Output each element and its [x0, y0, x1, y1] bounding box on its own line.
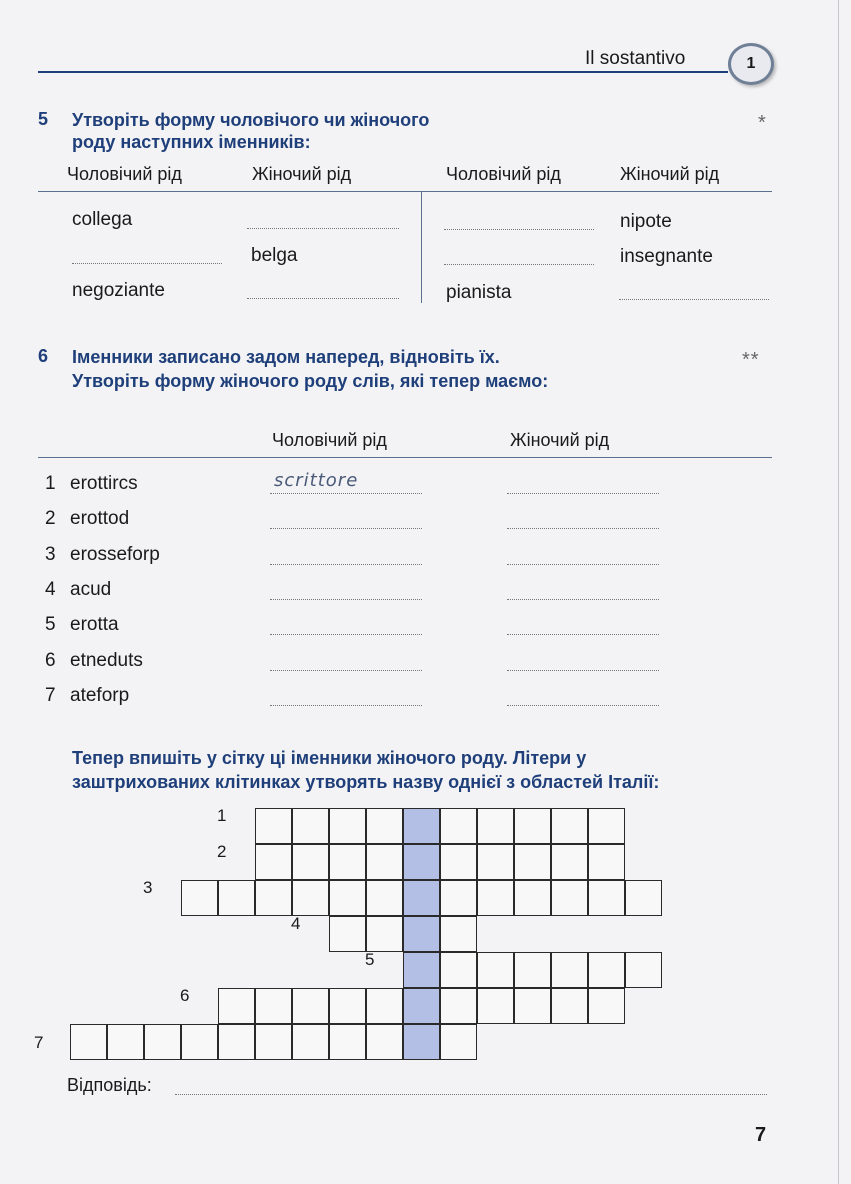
crossword-cell[interactable]: [366, 916, 403, 952]
chapter-title: Il sostantivo: [585, 48, 686, 69]
crossword-cell[interactable]: [551, 952, 588, 988]
crossword-cell[interactable]: [292, 1024, 329, 1060]
crossword-cell[interactable]: [255, 988, 292, 1024]
crossword-cell[interactable]: [477, 988, 514, 1024]
answer-blank-feminine[interactable]: [507, 669, 659, 671]
answer-blank-feminine[interactable]: [507, 633, 659, 635]
crossword-cell[interactable]: [107, 1024, 144, 1060]
crossword-cell[interactable]: [625, 880, 662, 916]
row-number: 5: [45, 614, 56, 635]
answer-label: Відповідь:: [67, 1075, 152, 1095]
crossword-cell[interactable]: [218, 880, 255, 916]
crossword-row-number: 3: [143, 878, 153, 897]
crossword-cell[interactable]: [551, 880, 588, 916]
answer-blank-masculine[interactable]: [270, 669, 422, 671]
crossword-cell[interactable]: [514, 808, 551, 844]
crossword-cell[interactable]: [292, 844, 329, 880]
reversed-word: erosseforp: [70, 544, 160, 565]
row-number: 1: [45, 473, 56, 494]
noun-masculine: collega: [72, 209, 133, 230]
crossword-row-number: 4: [291, 914, 301, 933]
crossword-cell[interactable]: [440, 808, 477, 844]
crossword-cell[interactable]: [255, 880, 292, 916]
answer-blank[interactable]: [444, 228, 594, 230]
exercise-6-number: 6: [38, 346, 49, 366]
crossword-cell[interactable]: [477, 844, 514, 880]
crossword-cell[interactable]: [181, 880, 218, 916]
crossword-cell[interactable]: [218, 1024, 255, 1060]
difficulty-stars: **: [742, 349, 760, 371]
answer-blank[interactable]: [619, 298, 769, 300]
crossword-cell[interactable]: [477, 808, 514, 844]
reversed-word: ateforp: [70, 685, 130, 706]
crossword-cell[interactable]: [366, 808, 403, 844]
crossword-cell[interactable]: [255, 1024, 292, 1060]
row-number: 7: [45, 685, 56, 706]
noun-feminine: belga: [251, 245, 298, 266]
crossword-cell[interactable]: [440, 1024, 477, 1060]
crossword-cell-shaded[interactable]: [403, 916, 440, 952]
reversed-word: erottircs: [70, 473, 138, 494]
noun-masculine: negoziante: [72, 280, 165, 301]
crossword-cell[interactable]: [366, 988, 403, 1024]
col-header-feminine: Жіночий рід: [620, 164, 720, 184]
col-header-masculine: Чоловічий рід: [446, 164, 561, 184]
crossword-cell[interactable]: [366, 1024, 403, 1060]
difficulty-stars: *: [758, 112, 767, 134]
crossword-cell[interactable]: [329, 808, 366, 844]
page-edge: [838, 0, 839, 1184]
exercise-6-instruction-2: Утворіть форму жіночого роду слів, які тепер маємо:: [72, 371, 549, 391]
answer-blank-feminine[interactable]: [507, 527, 659, 529]
crossword-cell-shaded[interactable]: [403, 844, 440, 880]
crossword-cell[interactable]: [366, 844, 403, 880]
answer-blank[interactable]: [247, 227, 399, 229]
col-header-feminine: Жіночий рід: [510, 430, 610, 450]
crossword-row-number: 5: [365, 950, 375, 969]
crossword-cell[interactable]: [329, 1024, 366, 1060]
crossword-cell[interactable]: [292, 808, 329, 844]
answer-blank[interactable]: [72, 262, 222, 264]
crossword-cell[interactable]: [440, 880, 477, 916]
crossword-cell[interactable]: [440, 916, 477, 952]
crossword-cell[interactable]: [255, 844, 292, 880]
crossword-instruction-2: заштрихованих клітинках утворять назву однієї з областей Італії:: [72, 772, 660, 792]
row-number: 2: [45, 508, 56, 529]
col-header-masculine: Чоловічий рід: [272, 430, 387, 450]
crossword-cell[interactable]: [366, 880, 403, 916]
table-divider: [421, 191, 422, 303]
crossword-cell[interactable]: [588, 952, 625, 988]
crossword-cell[interactable]: [514, 880, 551, 916]
crossword-cell[interactable]: [514, 844, 551, 880]
answer-blank-feminine[interactable]: [507, 563, 659, 565]
crossword-cell[interactable]: [588, 988, 625, 1024]
reversed-word: erottod: [70, 508, 130, 529]
crossword-cell[interactable]: [292, 880, 329, 916]
answer-blank-masculine[interactable]: [270, 492, 422, 494]
crossword-cell[interactable]: [329, 988, 366, 1024]
crossword-cell[interactable]: [218, 988, 255, 1024]
exercise-5-instruction-2: роду наступних іменників:: [72, 132, 311, 152]
row-number: 4: [45, 579, 56, 600]
answer-blank[interactable]: [444, 263, 594, 265]
crossword-cell[interactable]: [551, 988, 588, 1024]
table-header-rule: [38, 457, 772, 458]
exercise-5-number: 5: [38, 109, 49, 129]
reversed-word: erotta: [70, 614, 119, 635]
answer-blank-masculine[interactable]: [270, 704, 422, 706]
crossword-cell[interactable]: [440, 844, 477, 880]
crossword-instruction-1: Тепер впишіть у сітку ці іменники жіночого роду. Літери у: [72, 748, 587, 768]
crossword-cell[interactable]: [440, 952, 477, 988]
crossword-cell[interactable]: [588, 844, 625, 880]
crossword-cell[interactable]: [181, 1024, 218, 1060]
crossword-cell[interactable]: [329, 880, 366, 916]
header-rule: [38, 71, 728, 73]
exercise-6-instruction-1: Іменники записано задом наперед, відновіть їх.: [72, 347, 500, 367]
answer-blank-feminine[interactable]: [507, 704, 659, 706]
answer-blank-masculine[interactable]: [270, 527, 422, 529]
col-header-feminine: Жіночий рід: [252, 164, 352, 184]
crossword-cell[interactable]: [255, 808, 292, 844]
crossword-cell[interactable]: [551, 844, 588, 880]
noun-feminine: nipote: [620, 211, 672, 232]
col-header-masculine: Чоловічий рід: [67, 164, 182, 184]
crossword-cell-shaded[interactable]: [403, 988, 440, 1024]
masculine-answer[interactable]: scrittore: [274, 470, 359, 491]
exercise-5-instruction-1: Утворіть форму чоловічого чи жіночого: [72, 110, 430, 130]
reversed-word: acud: [70, 579, 112, 600]
chapter-badge: 1: [728, 43, 774, 85]
crossword-cell-shaded[interactable]: [403, 880, 440, 916]
crossword-cell[interactable]: [551, 808, 588, 844]
row-number: 3: [45, 544, 56, 565]
answer-blank-masculine[interactable]: [270, 563, 422, 565]
crossword-row-number: 6: [180, 986, 190, 1005]
table-header-rule: [38, 191, 772, 192]
row-number: 6: [45, 650, 56, 671]
reversed-word: etneduts: [70, 650, 143, 671]
crossword-cell[interactable]: [329, 844, 366, 880]
crossword-cell[interactable]: [588, 880, 625, 916]
crossword-cell[interactable]: [477, 880, 514, 916]
page-number: 7: [755, 1124, 767, 1146]
crossword-row-number: 2: [217, 842, 227, 861]
crossword-cell[interactable]: [477, 952, 514, 988]
crossword-cell[interactable]: [514, 952, 551, 988]
noun-feminine: insegnante: [620, 246, 713, 267]
crossword-cell[interactable]: [440, 988, 477, 1024]
crossword-cell-shaded[interactable]: [403, 1024, 440, 1060]
crossword-cell[interactable]: [144, 1024, 181, 1060]
crossword-cell-shaded[interactable]: [403, 808, 440, 844]
answer-blank-feminine[interactable]: [507, 598, 659, 600]
answer-blank[interactable]: [175, 1093, 767, 1095]
crossword-row-number: 7: [34, 1033, 44, 1052]
crossword-row-number: 1: [217, 806, 227, 825]
answer-blank-masculine[interactable]: [270, 598, 422, 600]
answer-blank[interactable]: [247, 297, 399, 299]
answer-blank-masculine[interactable]: [270, 633, 422, 635]
noun-masculine: pianista: [446, 282, 512, 303]
crossword-cell[interactable]: [70, 1024, 107, 1060]
crossword-cell[interactable]: [329, 916, 366, 952]
crossword-cell[interactable]: [588, 808, 625, 844]
crossword-cell[interactable]: [514, 988, 551, 1024]
crossword-cell-shaded[interactable]: [403, 952, 440, 988]
answer-blank-feminine[interactable]: [507, 492, 659, 494]
crossword-cell[interactable]: [625, 952, 662, 988]
crossword-cell[interactable]: [292, 988, 329, 1024]
